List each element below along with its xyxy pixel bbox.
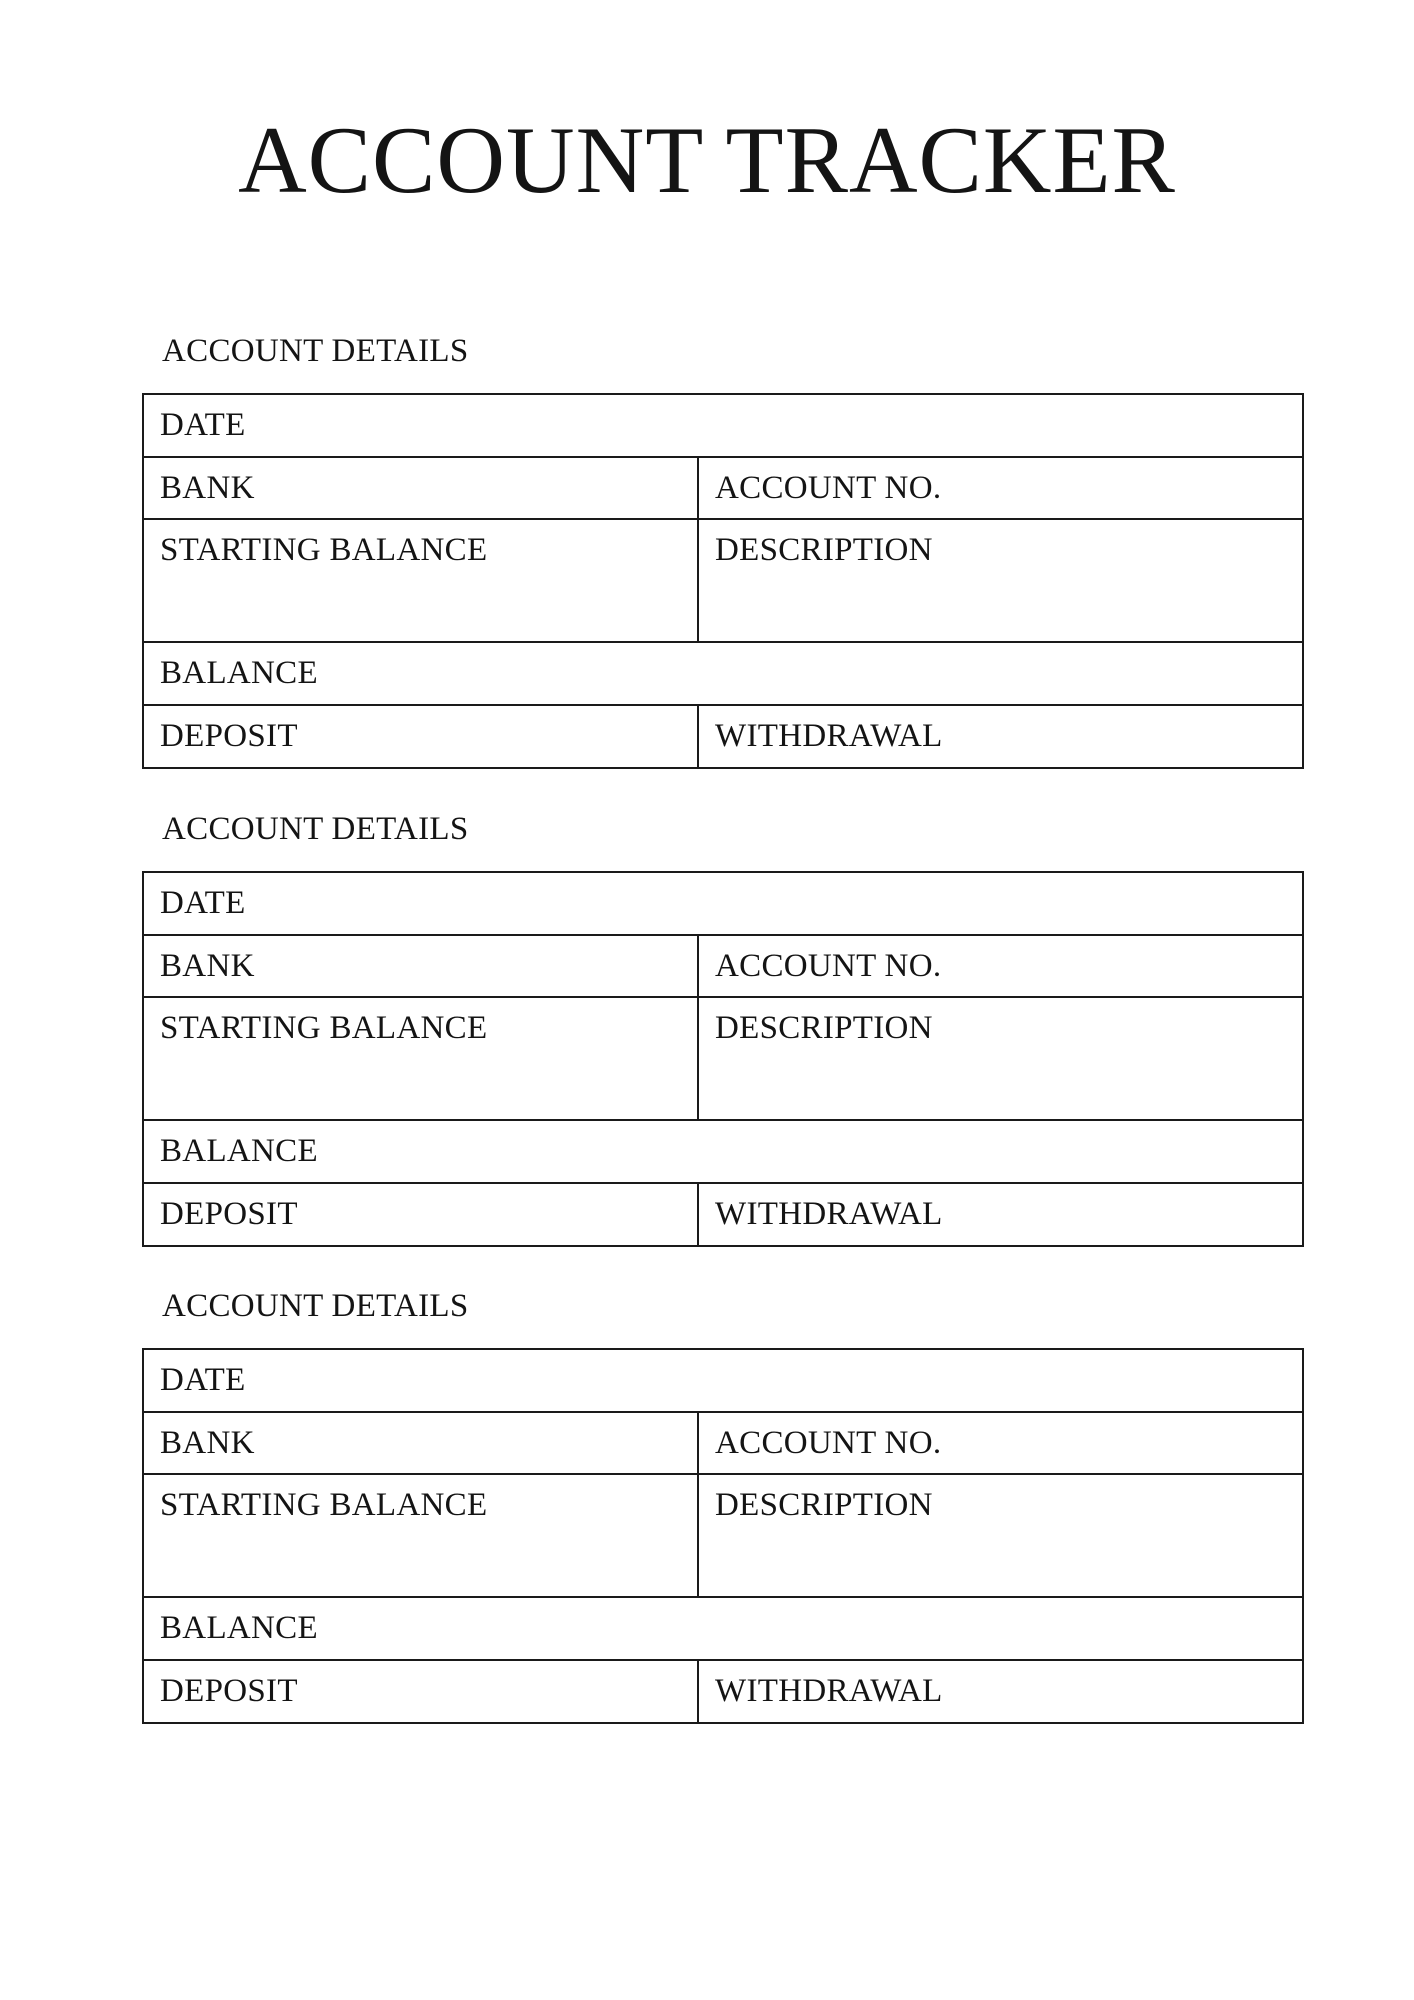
starting-balance-label: STARTING BALANCE [160,1487,488,1524]
date-field[interactable] [143,872,1303,935]
table-row [143,872,1303,935]
description-field[interactable] [698,519,1303,642]
account-details-section-2 [142,813,1302,1247]
bank-field[interactable] [143,1412,698,1475]
account-table [142,871,1304,1247]
deposit-label: DEPOSIT [160,717,298,754]
balance-field[interactable] [143,1120,1303,1183]
bank-field[interactable] [143,457,698,520]
deposit-field[interactable] [143,1660,698,1723]
section-heading: ACCOUNT DETAILS [162,1288,469,1324]
balance-label: BALANCE [160,655,318,692]
table-row [143,1120,1303,1183]
description-label: DESCRIPTION [715,1487,933,1524]
starting-balance-label: STARTING BALANCE [160,532,488,569]
bank-label: BANK [160,947,255,984]
starting-balance-field[interactable] [143,997,698,1120]
table-row [143,457,1303,520]
deposit-field[interactable] [143,1183,698,1246]
bank-label: BANK [160,469,255,506]
table-row [143,705,1303,768]
description-label: DESCRIPTION [715,532,933,569]
description-field[interactable] [698,1474,1303,1597]
balance-label: BALANCE [160,1133,318,1170]
table-row [143,935,1303,998]
starting-balance-label: STARTING BALANCE [160,1010,488,1047]
account-no-field[interactable] [698,935,1303,998]
date-field[interactable] [143,1349,1303,1412]
withdrawal-field[interactable] [698,1183,1303,1246]
deposit-label: DEPOSIT [160,1195,298,1232]
table-row [143,1412,1303,1475]
table-row [143,1349,1303,1412]
deposit-field[interactable] [143,705,698,768]
table-row [143,642,1303,705]
date-label: DATE [160,885,246,921]
starting-balance-field[interactable] [143,519,698,642]
table-row [143,519,1303,642]
withdrawal-field[interactable] [698,705,1303,768]
section-heading: ACCOUNT DETAILS [162,333,469,369]
table-row [143,997,1303,1120]
account-details-section-1 [142,335,1302,769]
description-field[interactable] [698,997,1303,1120]
withdrawal-label: WITHDRAWAL [715,717,943,754]
bank-label: BANK [160,1424,255,1461]
account-no-label: ACCOUNT NO. [715,947,942,984]
date-field[interactable] [143,394,1303,457]
balance-label: BALANCE [160,1610,318,1647]
table-row [143,1597,1303,1660]
account-no-field[interactable] [698,1412,1303,1475]
starting-balance-field[interactable] [143,1474,698,1597]
table-row [143,1474,1303,1597]
balance-field[interactable] [143,1597,1303,1660]
withdrawal-label: WITHDRAWAL [715,1672,943,1709]
withdrawal-field[interactable] [698,1660,1303,1723]
date-label: DATE [160,407,246,443]
section-heading: ACCOUNT DETAILS [162,811,469,847]
table-row [143,1183,1303,1246]
account-no-label: ACCOUNT NO. [715,469,942,506]
table-row [143,1660,1303,1723]
bank-field[interactable] [143,935,698,998]
account-no-field[interactable] [698,457,1303,520]
table-row [143,394,1303,457]
deposit-label: DEPOSIT [160,1672,298,1709]
withdrawal-label: WITHDRAWAL [715,1195,943,1232]
account-table [142,1348,1304,1724]
balance-field[interactable] [143,642,1303,705]
page-title: ACCOUNT TRACKER [238,107,1176,213]
account-no-label: ACCOUNT NO. [715,1424,942,1461]
date-label: DATE [160,1362,246,1398]
description-label: DESCRIPTION [715,1010,933,1047]
account-table [142,393,1304,769]
account-details-section-3 [142,1290,1302,1724]
